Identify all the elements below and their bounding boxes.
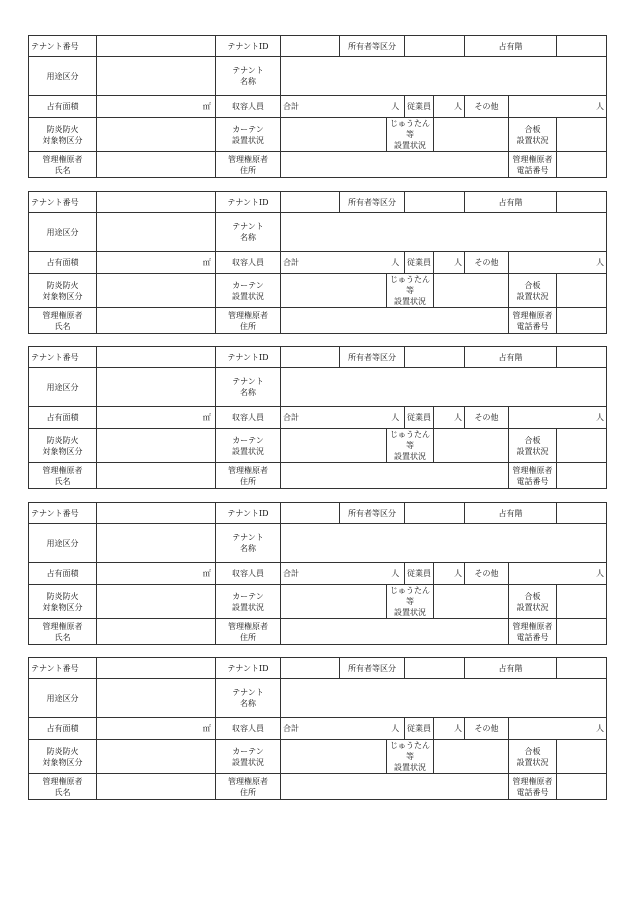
employees-label: 従業員: [405, 96, 434, 118]
total-label: 合計: [281, 252, 340, 274]
curtain-label: カーテン 設置状況: [216, 429, 281, 463]
use-class-label: 用途区分: [29, 679, 97, 718]
holder-phone-field[interactable]: [557, 152, 607, 178]
employees-field[interactable]: 人: [434, 407, 465, 429]
others-label: その他: [465, 563, 509, 585]
fire-class-label: 防炎防火 対象物区分: [29, 274, 97, 308]
holder-name-label: 管理権原者 氏名: [29, 619, 97, 645]
plywood-field[interactable]: [557, 274, 607, 308]
holder-phone-label: 管理権原者 電話番号: [509, 463, 557, 489]
holder-phone-field[interactable]: [557, 463, 607, 489]
holder-name-label: 管理権原者 氏名: [29, 774, 97, 800]
floor-field[interactable]: [557, 192, 607, 213]
tenant-name-label: テナント 名称: [216, 679, 281, 718]
holder-address-label: 管理権原者 住所: [216, 463, 281, 489]
tenant-no-field[interactable]: [97, 658, 216, 679]
owner-class-label: 所有者等区分: [340, 658, 405, 679]
use-class-label: 用途区分: [29, 57, 97, 96]
tenant-name-field[interactable]: [281, 679, 607, 718]
capacity-label: 収容人員: [216, 407, 281, 429]
holder-address-field[interactable]: [281, 152, 509, 178]
fire-class-field[interactable]: [97, 274, 216, 308]
employees-label: 従業員: [405, 563, 434, 585]
carpet-label: じゅうたん等 設置状況: [387, 118, 434, 152]
others-field[interactable]: 人: [509, 96, 607, 118]
total-label: 合計: [281, 718, 340, 740]
holder-phone-label: 管理権原者 電話番号: [509, 774, 557, 800]
tenant-name-field[interactable]: [281, 524, 607, 563]
fire-class-label: 防炎防火 対象物区分: [29, 118, 97, 152]
fire-class-label: 防炎防火 対象物区分: [29, 585, 97, 619]
holder-phone-label: 管理権原者 電話番号: [509, 308, 557, 334]
fire-class-field[interactable]: [97, 585, 216, 619]
holder-name-field[interactable]: [97, 619, 216, 645]
carpet-label: じゅうたん等 設置状況: [387, 585, 434, 619]
owner-class-field[interactable]: [405, 347, 465, 368]
area-field[interactable]: [97, 96, 199, 118]
holder-name-field[interactable]: [97, 152, 216, 178]
area-label: 占有面積: [29, 96, 97, 118]
area-unit: ㎡: [199, 718, 216, 740]
tenant-table: [28, 657, 607, 800]
total-label: 合計: [281, 563, 340, 585]
total-label: 合計: [281, 96, 340, 118]
plywood-label: 合板 設置状況: [509, 274, 557, 308]
area-field[interactable]: [97, 252, 199, 274]
holder-phone-label: 管理権原者 電話番号: [509, 152, 557, 178]
plywood-label: 合板 設置状況: [509, 118, 557, 152]
floor-label: 占有階: [465, 192, 557, 213]
holder-phone-label: 管理権原者 電話番号: [509, 619, 557, 645]
tenant-no-label: テナント番号: [29, 347, 97, 368]
plywood-label: 合板 設置状況: [509, 585, 557, 619]
floor-label: 占有階: [465, 658, 557, 679]
area-unit: ㎡: [199, 252, 216, 274]
holder-name-field[interactable]: [97, 463, 216, 489]
use-class-field[interactable]: [97, 213, 216, 252]
area-field[interactable]: [97, 407, 199, 429]
curtain-label: カーテン 設置状況: [216, 274, 281, 308]
carpet-label: じゅうたん等 設置状況: [387, 740, 434, 774]
use-class-field[interactable]: [97, 679, 216, 718]
others-label: その他: [465, 96, 509, 118]
others-label: その他: [465, 718, 509, 740]
use-class-label: 用途区分: [29, 368, 97, 407]
area-label: 占有面積: [29, 407, 97, 429]
fire-class-field[interactable]: [97, 740, 216, 774]
floor-field[interactable]: [557, 503, 607, 524]
tenant-no-label: テナント番号: [29, 503, 97, 524]
total-field[interactable]: [340, 718, 387, 740]
tenant-no-field[interactable]: [97, 192, 216, 213]
area-unit: ㎡: [199, 563, 216, 585]
use-class-field[interactable]: [97, 524, 216, 563]
owner-class-field[interactable]: [405, 36, 465, 57]
curtain-label: カーテン 設置状況: [216, 118, 281, 152]
employees-label: 従業員: [405, 252, 434, 274]
capacity-label: 収容人員: [216, 563, 281, 585]
tenant-id-field[interactable]: [281, 347, 340, 368]
area-label: 占有面積: [29, 563, 97, 585]
plywood-label: 合板 設置状況: [509, 740, 557, 774]
carpet-field[interactable]: [434, 585, 509, 619]
plywood-field[interactable]: [557, 585, 607, 619]
holder-phone-field[interactable]: [557, 308, 607, 334]
carpet-label: じゅうたん等 設置状況: [387, 274, 434, 308]
carpet-label: じゅうたん等 設置状況: [387, 429, 434, 463]
owner-class-label: 所有者等区分: [340, 347, 405, 368]
tenant-no-label: テナント番号: [29, 36, 97, 57]
owner-class-label: 所有者等区分: [340, 36, 405, 57]
tenant-no-label: テナント番号: [29, 658, 97, 679]
curtain-field[interactable]: [281, 585, 387, 619]
tenant-name-field[interactable]: [281, 213, 607, 252]
carpet-field[interactable]: [434, 118, 509, 152]
floor-field[interactable]: [557, 347, 607, 368]
tenant-name-field[interactable]: [281, 57, 607, 96]
fire-class-field[interactable]: [97, 118, 216, 152]
plywood-label: 合板 設置状況: [509, 429, 557, 463]
area-unit: ㎡: [199, 407, 216, 429]
tenant-id-field[interactable]: [281, 36, 340, 57]
curtain-label: カーテン 設置状況: [216, 740, 281, 774]
use-class-field[interactable]: [97, 368, 216, 407]
holder-name-label: 管理権原者 氏名: [29, 463, 97, 489]
capacity-label: 収容人員: [216, 718, 281, 740]
tenant-table: [28, 35, 607, 178]
total-field[interactable]: [340, 252, 387, 274]
tenant-name-label: テナント 名称: [216, 524, 281, 563]
tenant-name-label: テナント 名称: [216, 57, 281, 96]
others-field[interactable]: 人: [509, 407, 607, 429]
holder-name-label: 管理権原者 氏名: [29, 152, 97, 178]
owner-class-label: 所有者等区分: [340, 192, 405, 213]
total-unit: 人: [387, 96, 405, 118]
use-class-field[interactable]: [97, 57, 216, 96]
holder-address-field[interactable]: [281, 619, 509, 645]
curtain-field[interactable]: [281, 118, 387, 152]
tenant-id-label: テナントID: [216, 658, 281, 679]
tenant-id-label: テナントID: [216, 192, 281, 213]
total-unit: 人: [387, 563, 405, 585]
area-label: 占有面積: [29, 252, 97, 274]
total-unit: 人: [387, 407, 405, 429]
others-field[interactable]: 人: [509, 252, 607, 274]
tenant-id-field[interactable]: [281, 192, 340, 213]
employees-field[interactable]: 人: [434, 563, 465, 585]
plywood-field[interactable]: [557, 740, 607, 774]
fire-class-field[interactable]: [97, 429, 216, 463]
others-label: その他: [465, 407, 509, 429]
employees-field[interactable]: 人: [434, 252, 465, 274]
total-unit: 人: [387, 718, 405, 740]
holder-name-field[interactable]: [97, 774, 216, 800]
capacity-label: 収容人員: [216, 252, 281, 274]
fire-class-label: 防炎防火 対象物区分: [29, 740, 97, 774]
fire-class-label: 防炎防火 対象物区分: [29, 429, 97, 463]
tenant-id-field[interactable]: [281, 503, 340, 524]
holder-address-label: 管理権原者 住所: [216, 619, 281, 645]
tenant-id-label: テナントID: [216, 347, 281, 368]
tenant-table: [28, 191, 607, 334]
tenant-name-field[interactable]: [281, 368, 607, 407]
floor-label: 占有階: [465, 347, 557, 368]
total-unit: 人: [387, 252, 405, 274]
curtain-field[interactable]: [281, 274, 387, 308]
holder-phone-field[interactable]: [557, 619, 607, 645]
floor-label: 占有階: [465, 503, 557, 524]
total-label: 合計: [281, 407, 340, 429]
use-class-label: 用途区分: [29, 213, 97, 252]
carpet-field[interactable]: [434, 429, 509, 463]
tenant-name-label: テナント 名称: [216, 368, 281, 407]
total-field[interactable]: [340, 407, 387, 429]
area-unit: ㎡: [199, 96, 216, 118]
area-field[interactable]: [97, 563, 199, 585]
others-field[interactable]: 人: [509, 718, 607, 740]
holder-address-label: 管理権原者 住所: [216, 152, 281, 178]
holder-name-label: 管理権原者 氏名: [29, 308, 97, 334]
tenant-id-label: テナントID: [216, 36, 281, 57]
holder-address-label: 管理権原者 住所: [216, 308, 281, 334]
total-field[interactable]: [340, 96, 387, 118]
holder-address-field[interactable]: [281, 463, 509, 489]
tenant-id-label: テナントID: [216, 503, 281, 524]
tenant-no-field[interactable]: [97, 36, 216, 57]
tenant-no-field[interactable]: [97, 347, 216, 368]
holder-phone-field[interactable]: [557, 774, 607, 800]
employees-field[interactable]: 人: [434, 96, 465, 118]
holder-address-field[interactable]: [281, 774, 509, 800]
carpet-field[interactable]: [434, 740, 509, 774]
owner-class-field[interactable]: [405, 658, 465, 679]
carpet-field[interactable]: [434, 274, 509, 308]
tenant-no-label: テナント番号: [29, 192, 97, 213]
tenant-table: [28, 346, 607, 489]
area-label: 占有面積: [29, 718, 97, 740]
tenant-name-label: テナント 名称: [216, 213, 281, 252]
employees-field[interactable]: 人: [434, 718, 465, 740]
use-class-label: 用途区分: [29, 524, 97, 563]
curtain-field[interactable]: [281, 429, 387, 463]
owner-class-field[interactable]: [405, 503, 465, 524]
floor-label: 占有階: [465, 36, 557, 57]
holder-address-label: 管理権原者 住所: [216, 774, 281, 800]
others-label: その他: [465, 252, 509, 274]
owner-class-label: 所有者等区分: [340, 503, 405, 524]
plywood-field[interactable]: [557, 429, 607, 463]
floor-field[interactable]: [557, 658, 607, 679]
holder-name-field[interactable]: [97, 308, 216, 334]
tenant-table: [28, 502, 607, 645]
tenant-id-field[interactable]: [281, 658, 340, 679]
holder-address-field[interactable]: [281, 308, 509, 334]
others-field[interactable]: 人: [509, 563, 607, 585]
employees-label: 従業員: [405, 718, 434, 740]
floor-field[interactable]: [557, 36, 607, 57]
capacity-label: 収容人員: [216, 96, 281, 118]
area-field[interactable]: [97, 718, 199, 740]
curtain-label: カーテン 設置状況: [216, 585, 281, 619]
total-field[interactable]: [340, 563, 387, 585]
employees-label: 従業員: [405, 407, 434, 429]
plywood-field[interactable]: [557, 118, 607, 152]
owner-class-field[interactable]: [405, 192, 465, 213]
tenant-no-field[interactable]: [97, 503, 216, 524]
curtain-field[interactable]: [281, 740, 387, 774]
